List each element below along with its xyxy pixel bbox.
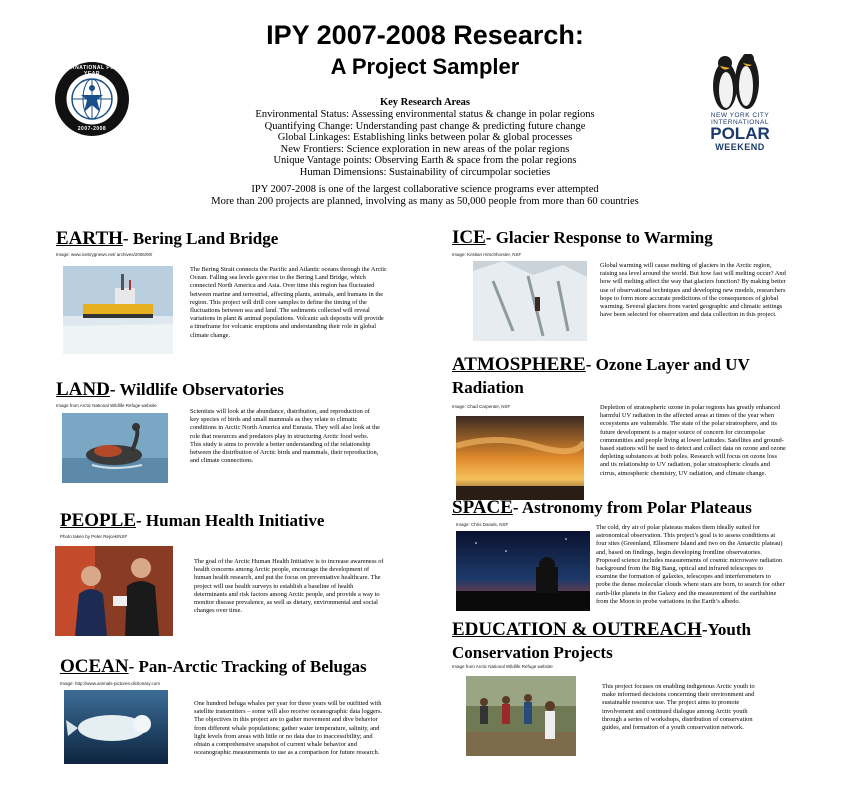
ocean-credit: Image: http://www.animals-pictures-dictionary.com	[60, 681, 160, 686]
ocean-body: One hundred beluga whales per year for three years will be outfitted with satellite transmitters – some will also receive oceanographic data loggers. The objectives in this project are to gather movement and dive behavior from different whale populations; gather water temperature, salinity, and light levels from areas with little or no data due to inaccessibility; and obtain a comprehensive snapshot of current whale behavior and oceanographic measurements to use as a comparison for future research.	[194, 700, 383, 757]
atmosphere-body: Depletion of stratospheric ozone in polar regions has greatly enhanced harmful UV radiation in the affected areas at times of the year when ecosystems are vulnerable. The state of the polar stratosphere, and its future development is a major source of concern for circumpolar communities and people living at lower latitudes. Satellites and ground-based stations will be used to detect and collect data on ozone and ozone depleting substances at both poles. Research will focus on ozone loss and its relationship to UV radiation, polar stratospheric clouds and cirrus, atmospheric chemistry, UV radiation, and climate change.	[600, 404, 786, 477]
education-title: -Youth	[701, 620, 751, 639]
atmosphere-title: - Ozone Layer and UV	[585, 355, 750, 374]
ice-body: Global warming will cause melting of glaciers in the Arctic region, raising sea level around the world. But how fast will melting occur? And how will melting affect the way that glaciers function? By making better use of observational techniques and developing new models, researchers hope to form more accurate predictions of the consequences of global warming. Several glaciers from varied geographic and climatic settings have been selected for observation and data collection in this project.	[600, 262, 786, 319]
ocean-title: - Pan-Arctic Tracking of Belugas	[128, 657, 367, 676]
space-credit: Image: Chris Danals, NSF	[456, 522, 509, 527]
land-credit: Image from Arctic National Wildlife Refuge website	[56, 403, 157, 408]
key-research-item: Global Linkages: Establishing links between polar & global processes	[277, 132, 573, 144]
land-body: Scientists will look at the abundance, distribution, and reproduction of key species of birds and small mammals as they relate to climatic conditions in Arctic North America and Eurasia. They will also look at the role that resources and predators play in structuring Arctic food webs. This study is aims to provide a better understanding of the relationship between the distribution of Arctic birds and mammals, their reproduction, and climate connections.	[190, 408, 380, 465]
space-heading	[452, 497, 752, 519]
ipy-logo	[55, 62, 129, 136]
earth-credit: Image: www.icebrygnews.net/ archives/2006/00/	[56, 252, 153, 257]
earth-keyword: EARTH	[56, 228, 123, 249]
penguins-icon	[700, 54, 770, 112]
ice-credit: Image: Kristian Hirschhorster, NSF	[452, 252, 522, 257]
education-photo	[466, 676, 576, 756]
people-heading	[60, 510, 324, 532]
land-photo	[62, 413, 168, 483]
ice-heading	[452, 227, 713, 249]
summary	[150, 184, 700, 208]
ice-photo	[473, 261, 587, 341]
key-research-item: New Frontiers: Science exploration in new areas of the polar regions	[280, 143, 570, 155]
people-credit: Photo taken by Peter Rejcek/NSF	[60, 534, 128, 539]
summary-line: IPY 2007-2008 is one of the largest collaborative science programs ever attempted	[251, 184, 599, 195]
key-research-item: Human Dimensions: Sustainability of circumpolar societies	[299, 166, 551, 178]
space-title: - Astronomy from Polar Plateaus	[512, 498, 752, 517]
atmosphere-photo	[456, 416, 584, 500]
education-body: This project focuses on enabling indigenous Arctic youth to make informed decisions concerning their environment and sustainable resource use. The project aims to promote involvement and continued dialogue among Arctic youth through a series of workshops, distribution of conservation guides, and formation of a youth conservation network.	[602, 683, 755, 732]
earth-photo	[63, 266, 173, 354]
key-research-list	[200, 109, 650, 179]
space-photo	[456, 531, 590, 611]
atmosphere-credit: Image: Chad Carpenter, NSF	[452, 404, 511, 409]
earth-body: The Bering Strait connects the Pacific and Atlantic oceans through the Arctic Ocean. Falling sea levels gave rise to the Bering Land Bridge, which connected North America and Asia. Over time this region has fluctuated between marine and terrestrial, affecting plants, animals, and humans in the region. This project will drill core samples to define the timing of the fluctuations between sea and land. The sediments collected will reveal variations in plant & animal populations. Volcanic ash deposits will provide a timeframe for volcanic eruptions and understanding their role in global climate change.	[190, 266, 387, 339]
land-heading	[56, 379, 284, 401]
page-title: IPY 2007-2008 Research:	[266, 20, 584, 50]
people-photo	[55, 546, 173, 636]
key-research-item: Quantifying Change: Understanding past change & predicting future change	[264, 120, 586, 132]
education-credit: Image from Arctic National Wildlife Refuge website	[452, 664, 553, 669]
ipy-logo-text: INTERNATIONAL POLAR YEAR	[57, 65, 127, 77]
key-research-item: Unique Vantage points: Observing Earth & space from the polar regions	[273, 155, 577, 167]
atmosphere-keyword: ATMOSPHERE	[452, 354, 586, 375]
land-title: - Wildlife Observatories	[109, 380, 284, 399]
key-research-item: Environmental Status: Assessing environmental status & change in polar regions	[255, 109, 595, 120]
atmosphere-heading-line2: Radiation	[452, 378, 524, 397]
earth-title: - Bering Land Bridge	[122, 229, 279, 248]
page-subtitle: A Project Sampler	[330, 54, 520, 79]
polar-weekend-line3: POLAR	[710, 124, 770, 143]
education-keyword: EDUCATION & OUTREACH	[452, 619, 702, 640]
key-research-heading: Key Research Areas	[379, 97, 470, 108]
people-title: - Human Health Initiative	[136, 511, 325, 530]
education-heading-line2: Conservation Projects	[452, 643, 613, 662]
space-keyword: SPACE	[452, 497, 513, 518]
ocean-keyword: OCEAN	[60, 656, 129, 677]
space-body: The cold, dry air of polar plateaus makes them ideally suited for astronomical observation. This project’s goal is to assess conditions at four sites (Greenland, Ellesmere Island and two on the Antarctic plateau) and, based on findings, begin developing frontline observatories. Proposed science includes measurements of cosmic microwave radiation background from the Big Bang, optical and infrared telescopes to examine the formation of galaxies, telescopes and interferometers to probe the dense molecular clouds where stars are born, to search for other earth-like planets in the Galaxy and the measurement of the earthshine from the Moon to probe variations in the Earth’s albedo.	[596, 524, 785, 605]
summary-line: More than 200 projects are planned, involving as many as 50,000 people from more than 60 countries	[211, 195, 639, 207]
land-keyword: LAND	[56, 379, 110, 400]
polar-weekend-logo	[690, 54, 790, 154]
atmosphere-heading	[452, 354, 750, 376]
ipy-logo-years: 2007-2008	[77, 126, 107, 132]
people-body: The goal of the Arctic Human Health Initiative is to increase awareness of health concerns among Arctic people, encourage the development of human health research, and put the focus on preventative healthcare. The project will use health surveys to establish a baseline of health determinants and risk factors among Arctic people, and provide a way to monitor disease prevalence, as well as dietary, environmental and social changes over time.	[194, 558, 384, 615]
ice-title: - Glacier Response to Warming	[485, 228, 713, 247]
ice-keyword: ICE	[452, 227, 486, 248]
polar-weekend-line4: WEEKEND	[715, 142, 765, 152]
polar-weekend-line1: NEW YORK CITY	[710, 112, 770, 119]
earth-heading	[56, 228, 278, 250]
ocean-photo	[64, 690, 168, 764]
people-keyword: PEOPLE	[60, 510, 137, 531]
ocean-heading	[60, 656, 367, 678]
education-heading	[452, 619, 751, 641]
polar-weekend-line2: INTERNATIONAL	[710, 119, 770, 126]
